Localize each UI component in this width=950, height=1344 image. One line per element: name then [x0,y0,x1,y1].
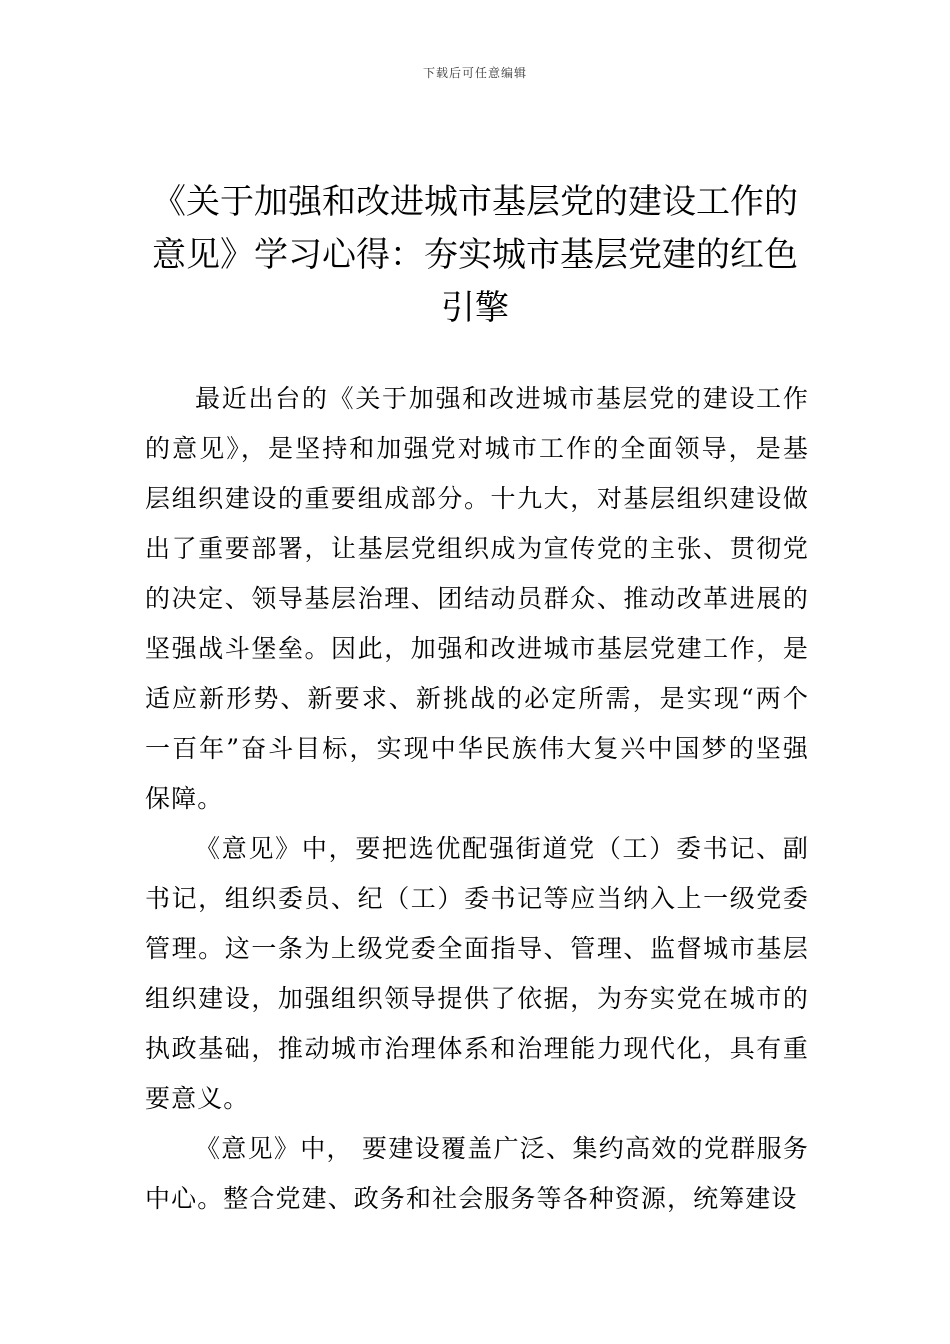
header-note: 下载后可任意编辑 [422,66,527,80]
document-title: 《关于加强和改进城市基层党的建设工作的意见》学习心得：夯实城市基层党建的红色引擎 [152,182,798,328]
document-body [145,374,809,1224]
paragraph: 《意见》中， 要建设覆盖广泛、集约高效的党群服务中心。整合党建、政务和社会服务等各种资源，统筹建设 [145,1134,809,1213]
paragraph: 《意见》中，要把选优配强街道党（工）委书记、副书记，组织委员、纪（工）委书记等应当纳入上一级党委管理。这一条为上级党委全面指导、管理、监督城市基层组织建设，加强组织领导提供了依据，为夯实党在城市的执政基础，推动城市治理体系和治理能力现代化，具有重要意义。 [145,834,809,1113]
paragraph: 最近出台的《关于加强和改进城市基层党的建设工作的意见》，是坚持和加强党对城市工作的全面领导，是基层组织建设的重要组成部分。十九大，对基层组织建设做出了重要部署，让基层党组织成为宣传党的主张、贯彻党的决定、领导基层治理、团结动员群众、推动改革进展的坚强战斗堡垒。因此，加强和改进城市基层党建工作，是适应新形势、新要求、新挑战的必定所需，是实现“两个一百年”奋斗目标，实现中华民族伟大复兴中国梦的坚强保障。 [145,384,809,813]
